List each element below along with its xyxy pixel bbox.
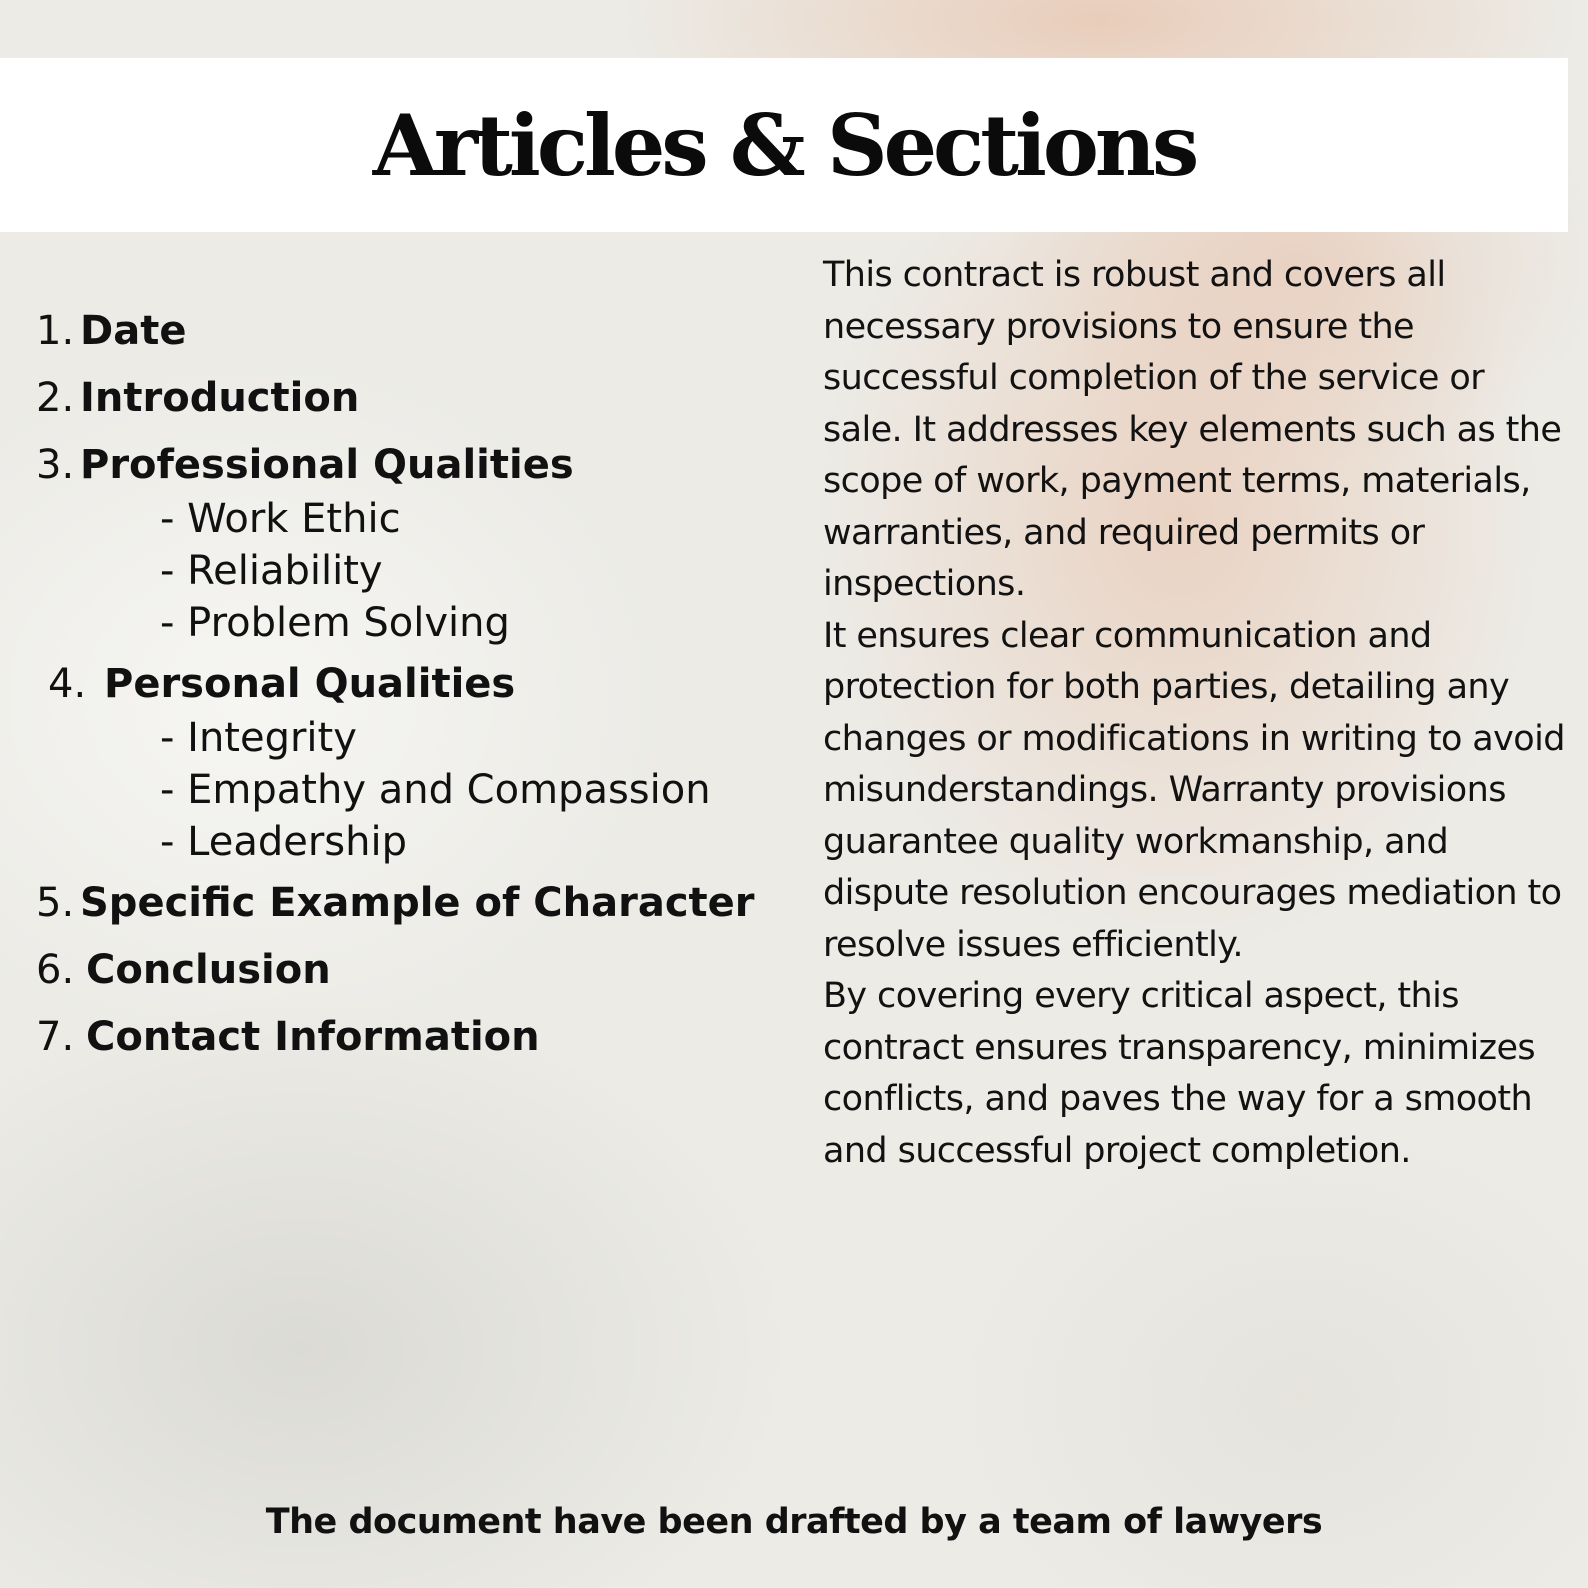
subsection-list [36,493,796,649]
section-item [36,298,796,365]
section-label: Introduction [80,375,360,421]
footer-note: The document have been drafted by a team of lawyers [265,1502,1323,1542]
section-number: 3. [36,442,75,488]
section-number: 7. [36,1014,75,1060]
section-label: Date [80,308,187,354]
description-paragraph: This contract is robust and covers all necessary provisions to ensure the successful completion of the service or sale. It addresses key elements such as the scope of work, payment terms, materials, warranties, and required permits or inspections. [823,255,1562,604]
contract-description [823,250,1568,1177]
subsection-item: - Reliability [160,548,383,594]
subsection-item: - Problem Solving [160,600,510,646]
section-label: Specific Example of Character [80,880,755,926]
subsection-list [48,712,796,868]
section-item [36,870,796,937]
description-paragraph: It ensures clear communication and protection for both parties, detailing any changes or modifications in writing to avoid misunderstandings. Warranty provisions guarantee quality workmanship, and dispute resolution encourages mediation to resolve issues efficiently. [823,615,1565,965]
page-title: Articles & Sections [372,95,1196,195]
section-number: 2. [36,375,75,421]
sections-list [36,298,796,1071]
section-label: Professional Qualities [80,442,574,488]
section-item [36,937,796,1004]
subsection-item: - Work Ethic [160,496,401,542]
subsection-item: - Leadership [160,819,407,865]
section-label: Contact Information [86,1014,540,1060]
description-paragraph: By covering every critical aspect, this contract ensures transparency, minimizes conflicts, and paves the way for a smooth and successful project completion. [823,976,1536,1171]
section-number: 5. [36,880,75,926]
subsection-item: - Integrity [160,715,357,761]
subsection-item: - Empathy and Compassion [160,767,711,813]
title-banner [0,58,1568,232]
section-number: 1. [36,308,75,354]
section-label: Conclusion [86,947,331,993]
section-item [36,1004,796,1071]
section-number: 4. [48,661,87,707]
section-label: Personal Qualities [104,661,516,707]
section-number: 6. [36,947,75,993]
section-item [36,432,796,649]
section-item [36,365,796,432]
section-item [36,651,796,868]
